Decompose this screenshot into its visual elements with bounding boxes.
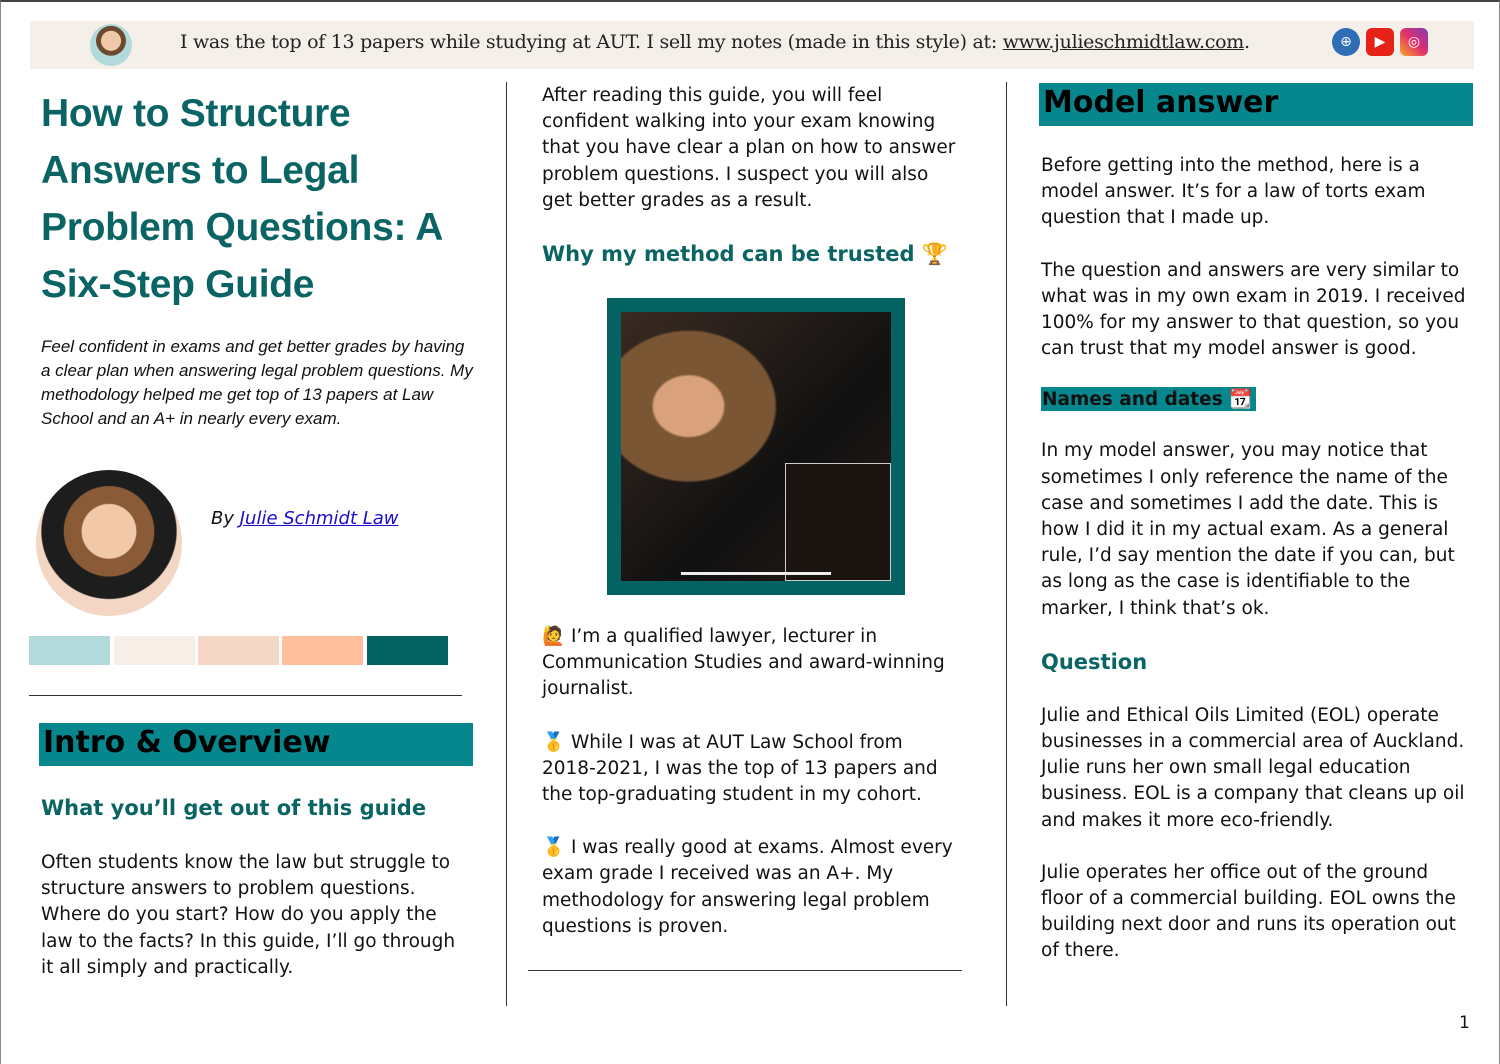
- credential-item: [542, 835, 962, 940]
- question-para-2: Julie operates her office out of the ground floor of a commercial building. EOL owns the building next door and runs its operation out of there.: [1041, 861, 1456, 962]
- credential-text: I’m a qualified lawyer, lecturer in Communication Studies and award-winning journalist.: [542, 626, 945, 700]
- banner-text: [180, 31, 1250, 53]
- names-dates-text: Names and dates: [1042, 389, 1223, 411]
- names-dates-heading: [1041, 387, 1256, 411]
- graduation-photo: [607, 298, 905, 595]
- subheading: What you’ll get out of this guide: [41, 796, 427, 820]
- by-label: By: [211, 508, 240, 529]
- credential-text: I was really good at exams. Almost every exam grade I received was an A+. My methodology for answering legal problem questions is proven.: [542, 837, 953, 937]
- col2-intro: After reading this guide, you will feel confident walking into your exam knowing that you have clear a plan on how to answer problem questions. I suspect you will also get better grades as a result.: [542, 85, 956, 211]
- globe-icon[interactable]: ⊕: [1332, 28, 1360, 56]
- website-link[interactable]: www.julieschmidtlaw.com: [1002, 31, 1244, 53]
- section-heading-intro: Intro & Overview: [39, 723, 473, 766]
- page-title: How to Structure Answers to Legal Problem Questions: A Six-Step Guide: [41, 92, 442, 306]
- promo-banner: [30, 21, 1474, 69]
- names-dates-body: In my model answer, you may notice that sometimes I only reference the name of the case and sometimes I add the date. This is how I did it in my actual exam. As a general rule, I’d say mention the date if you can, but as long as the case is identifiable to the marker, I think that’s ok.: [1041, 440, 1455, 619]
- section-heading-model-answer: Model answer: [1039, 83, 1473, 126]
- model-intro: Before getting into the method, here is a model answer. It’s for a law of torts exam question that I made up.: [1041, 155, 1426, 229]
- divider: [528, 970, 962, 971]
- color-swatch: [198, 636, 279, 665]
- youtube-icon[interactable]: ▶: [1366, 28, 1394, 56]
- subtitle: Feel confident in exams and get better grades by having a clear plan when answering legal problem questions. My methodology helped me get top of 13 papers at Law School and an A+ in nearly every exam.: [41, 337, 473, 428]
- credential-text: While I was at AUT Law School from 2018-2021, I was the top of 13 papers and the top-graduating student in my cohort.: [542, 731, 938, 806]
- credential-item: [542, 624, 962, 703]
- banner-avatar: [90, 24, 132, 66]
- credentials-list: [542, 624, 962, 940]
- trust-heading-text: Why my method can be trusted: [542, 242, 915, 266]
- medal-icon: 🥇: [542, 837, 566, 859]
- color-swatch: [29, 636, 110, 665]
- page-number: 1: [1459, 1013, 1470, 1033]
- column-3: [1041, 153, 1473, 965]
- color-swatch: [282, 636, 363, 665]
- column-divider: [1006, 82, 1007, 1006]
- question-para-1: Julie and Ethical Oils Limited (EOL) operate businesses in a commercial area of Auckland. Julie runs her own small legal education business. EOL is a company that cleans up oil and makes it more eco-friendly.: [1041, 704, 1465, 831]
- raising-hand-icon: 🙋: [542, 626, 566, 647]
- credential-item: [542, 730, 962, 809]
- author-link[interactable]: Julie Schmidt Law: [239, 508, 399, 529]
- trophy-icon: 🏆: [921, 242, 948, 266]
- banner-message: I was the top of 13 papers while studying at AUT. I sell my notes (made in this style) at:: [180, 31, 1003, 53]
- calendar-icon: 📆: [1229, 389, 1253, 411]
- banner-end: .: [1243, 31, 1250, 53]
- intro-body: Often students know the law but struggle to structure answers to problem questions. Where do you start? How do you apply the law to the facts? In this guide, I’ll go through it all simply and practically.: [41, 852, 456, 978]
- question-heading: Question: [1041, 649, 1148, 674]
- column-divider: [506, 82, 507, 1006]
- color-swatch: [114, 636, 195, 665]
- color-swatch: [367, 636, 448, 665]
- author-photo: [36, 470, 182, 616]
- model-credibility: The question and answers are very similar to what was in my own exam in 2019. I received 100% for my answer to that question, so you can trust that my model answer is good.: [1041, 259, 1466, 360]
- medal-icon: 🥇: [542, 731, 566, 753]
- trust-heading: [542, 242, 948, 267]
- byline: [211, 508, 399, 529]
- divider: [29, 695, 462, 696]
- instagram-icon[interactable]: ◎: [1400, 28, 1428, 56]
